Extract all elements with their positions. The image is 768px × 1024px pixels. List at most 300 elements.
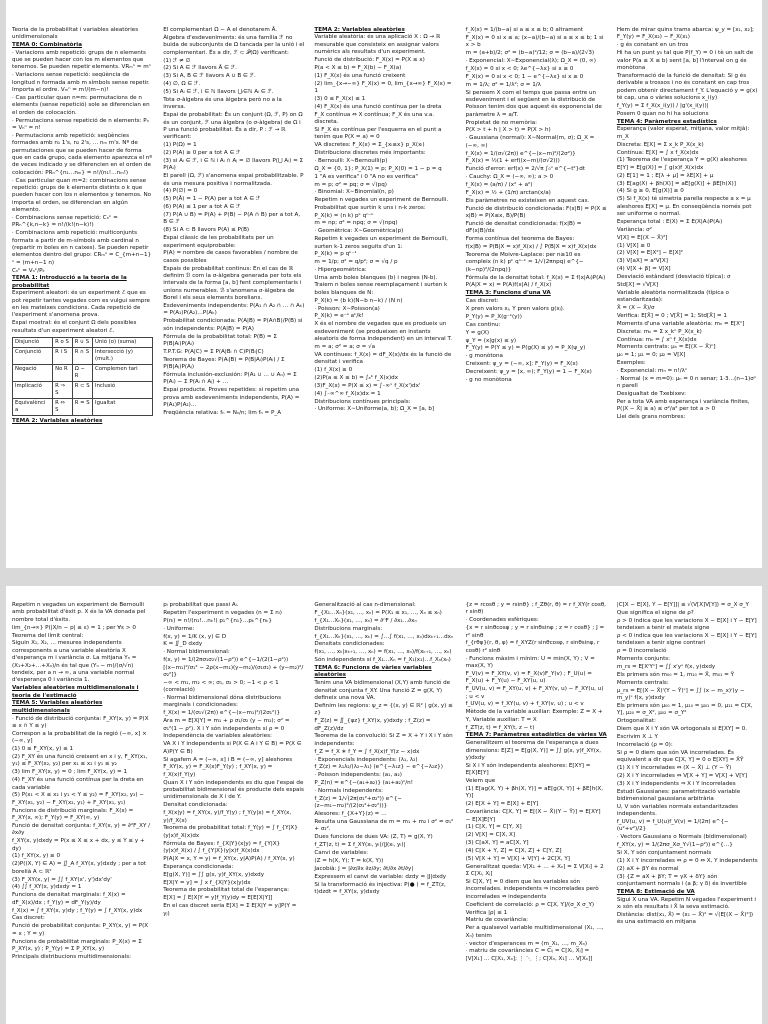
text-line: (1) E[ag(X, Y) + βh(X, Y)] = aE[g(X, Y)] + βE[h(X, Y)] [465, 786, 604, 800]
text-line: (3) 0 ≤ F_X(x) ≤ 1 [314, 95, 366, 102]
text-line: · Cas particular quan n=m: permutacions de n elements (sense repetició) sole se diferencian en el orden de colocación. [12, 94, 150, 116]
text-line: m = p; σ² = pq; σ = √(pq) [314, 181, 387, 188]
document-page-1 [6, 0, 762, 568]
text-line: f(x|B) = P(B|X = x)f_X(x) / ∫ P(B|X = x)f_X(x)dx [465, 244, 597, 250]
text-line: Desviació estàndard (desviació típica): σ [616, 274, 731, 280]
text-line: −∞ < m₁, m₂ < ∞; σ₁, σ₂ > 0; −1 < ρ < 1 (correlació) [163, 679, 279, 694]
text-line: · Variacions sense repetició: seqüència de longitud n formada amb m símbols sense repetir. Importa el ordre. Vₘⁿ = m!/(m−n)! [12, 72, 150, 93]
text-line: (2)P((X, Y) ∈ A) = ∬_A f_XY(x, y)dxdy ; per a tot borelià A ⊂ ℝ² [12, 861, 146, 875]
document-page-2 [6, 586, 762, 1024]
text-line: (3) lim F_XY(x, y) = 0 ; lim F_XY(x, y) = 1 [12, 769, 128, 776]
text-line: (5) P(Ā) = 1 − P(A) per a tot A ∈ ℱ [163, 196, 261, 203]
text-line: Variable aleatòria: és una aplicació X : Ω → ℝ mesurable que consisteix en assignar valors numèrics als resultats d'un experiment. [314, 34, 441, 56]
text-line: Cas continu: [465, 321, 501, 328]
text-line: Si ρ = 0 diem que són VA incorrelades. És equivalent a dir que C[X, Y] = 0 o E[XY] = X̄Ȳ [616, 749, 744, 763]
text-line: Posem 0 quan no hi ha solucions [616, 110, 709, 117]
text-line: Funció de densitat condicionada: f(x|B) = dF(x|B)/dx [465, 220, 582, 235]
text-line: Verifica |ρ| ≤ 1 [465, 909, 508, 916]
page2-column-4 [460, 586, 611, 1024]
text-line: (4) ∫₋∞^∞ f_X(x)dx = 1 [314, 390, 381, 397]
text-line: Esdeveniments independents: P(A₁ ∩ A₂ ∩ … ∩ Aₖ) = P(A₁)P(A₂)…P(Aₖ) [163, 303, 305, 317]
text-line: Hi ha un punt y₀ tal que P(f_Y) = 0 i tè un salt de valor P(a ≤ X ≤ b) sent [a, b] l'interval on g és monòtona [616, 50, 754, 71]
text-line: f_X(x) = 0 si x < 0; λe^{−λx} si x ≥ 0 [465, 65, 574, 72]
text-line: Fórmula inclusión-exclusión: P(A₁ ∪ … ∪ Aₙ) = Σ P(Aᵢ) − Σ P(Aᵢ ∩ Aⱼ) + … [163, 371, 297, 386]
text-line: Desigualtat de Txebixev: [616, 391, 687, 398]
text-line: Funcions de densitat marginals: f_X(x) = dF_X(x)/dx ; f_Y(y) = dF_Y(y)/dy [12, 892, 126, 906]
text-line: f_XY(x, y) = 1/(2πσ_Xσ_Y√(1−ρ²)) e^{…} [616, 842, 733, 849]
text-line: P_X(k) = p qᵏ⁻¹ [314, 251, 357, 258]
text-line: · Poisson: X∼Poisson(a) [314, 305, 380, 312]
text-line: Teorema de Bayes: P(Aᵢ|B) = P(B|Aᵢ)P(Aᵢ) / Σ P(B|Aⱼ)P(Aⱼ) [163, 356, 285, 370]
text-line: Moments d'una variable aleatòria: mₙ = E[Xⁿ] [616, 320, 745, 327]
text-line: TEMA 6: Funcions de vàries variables aleatòries [314, 665, 432, 679]
text-line: Variable aleatòria normalitzada (típica o estandaritzada): [616, 289, 729, 304]
table-cell: R ⊂ S [72, 381, 92, 398]
page2-column-3 [308, 586, 459, 1024]
text-line: ρ = 0 incorrelació [616, 648, 667, 655]
text-line: T.P.T.G: P(A|C) = Σ P(A|Bᵢ ∩ C)P(Bᵢ|C) [163, 348, 264, 355]
text-line: (6) P(A) ≤ 1 per a tot A ∈ ℱ [163, 204, 241, 211]
text-line: Y = g(X) [465, 329, 490, 336]
text-line: El parell (Ω, ℱ) s'anomena espai probabilitzable. P és una mesura positiva i normalitzada. [163, 173, 304, 187]
table-cell: Disjunció [13, 337, 53, 347]
text-line: TEMA 4: Paràmetres estadístics [616, 118, 717, 125]
text-line: Distància: dist(x₁, X̂) = (x₁ − X̂)² = √(E[(X − X̂)²]) és una estimació en mitjana [616, 912, 754, 926]
text-line: Ara m = E[X|Y] = m₁ + ρ σ₁/σ₂ (y − m₂); σ² = σ₁²(1 − ρ²). X i Y són independents si ρ = 0 [163, 718, 290, 732]
table-cell: R = S [72, 398, 92, 415]
text-line: VA X i Y independents si P(X ∈ A i Y ∈ B) = P(X ∈ A)P(Y ∈ B) [163, 741, 302, 755]
text-line: f_XY(x, y)dxdy = P(x ≤ X ≤ x + dx, y ≤ Y ≤ y + dy) [12, 838, 145, 852]
text-line: Tenim una VA bidimensional (X,Y) amb funció de densitat conjunta f_XY. Una funció Z = g(X, Y) defineix una nova VA. [314, 680, 451, 701]
text-line: Espai clàssic de les probabilitats per un experiment equiprobable: [163, 235, 274, 249]
text-line: P(a < X ≤ b) = F_X(b) − F_X(a) [314, 64, 402, 71]
page1-column-4-body [466, 27, 607, 384]
text-line: · Poisson independents: (a₁, a₂) [314, 772, 402, 779]
text-line: F_{X₁…Xₙ}(x₁, …, xₙ) = P(X₁ ≤ x₁, …, Xₙ ≤ xₙ) [314, 609, 442, 616]
text-line: f_UV(u, v) = f_U(u)f_V(v) = 1/(2π) e^{−(u²+v²)/2} [616, 819, 729, 833]
text-line: (1) Teorema de l'esperança Y = g(X) aleshores E[Y] = E[g(X)] = ∫ g(x)f_X(x)dx [616, 157, 747, 171]
text-line: m = 1/p; σ² = q/p²; σ = √q / p [314, 259, 398, 266]
text-line: Mètode de la variable auxiliar: Exemple: Z = X + Y, Variable auxiliar: T = X [465, 709, 603, 723]
text-line: E[X|Y = y] = ∫ x f_{X|Y}(x|y)dx [163, 879, 251, 886]
text-line: (1) P(Ω) = 1 [163, 142, 197, 149]
text-line: (1) ℱ ≠ ∅ [163, 57, 191, 64]
section-heading-variables: TEMA 2: Variables aleatòries [12, 417, 103, 424]
text-line: f_X(x) = 1/(b−a) si a ≤ x ≤ b; 0 altrament [465, 27, 583, 33]
text-line: Espai de probabilitat: És un conjunt (Ω, ℱ, P) on Ω és un conjunt, ℱ una àlgebra (o σ-àlgebra) de Ω i P una funció probabilitat. És a dir, P : ℱ → ℝ verificant: [163, 112, 303, 141]
text-line: VA discretes: F_X(x) = Σ_{xᵢ≤x} p_X(xᵢ) [314, 142, 425, 149]
text-line: (2) E[X + Y] = E[X] + E[Y] [465, 801, 539, 808]
text-line: Funcions de distribució marginals: F_X(x) = F_XY(x, ∞); F_Y(y) = F_XY(∞, y) [12, 807, 134, 821]
text-line: Std[X] = √V[X] [616, 281, 659, 288]
text-line: (5) V[X + Y] = V[X] + V[Y] + 2C[X, Y] [465, 855, 570, 862]
text-line: (4) P(∅) = 0 [163, 188, 198, 195]
page1-column-3-body [314, 34, 455, 413]
text-line: · Normal (x = m=0): μₙ = 0 n senar; 1·3…(n−1)σⁿ n parell [616, 375, 757, 390]
text-line: P_Z(n) = e^{−(a₁+a₂)} (a₁+a₂)ⁿ/n! [314, 780, 413, 787]
text-line: Quan X i Y són independents es diu que l'espai de probabilitat bidimensional és producte dels espais unidimensionals de X i de Y. [163, 779, 304, 801]
text-line: Alesores: f_{X+Y}(z) = … [314, 811, 387, 818]
text-line: (4) F_XY és una funció contínua per la dreta en cada variable [12, 777, 144, 791]
text-line: (4) Si g ≥ 0, E[g(X)] ≥ 0 [616, 188, 684, 195]
text-line: f_Y(y) = Σ f_X(x_i(y)) / |g'(x_i(y))| [616, 102, 709, 109]
text-line: (2) V[X] = C[X, X] [465, 832, 516, 839]
text-line: Funció de densitat conjunta: f_XY(x, y) = ∂²F_XY / ∂x∂y [12, 822, 151, 837]
text-line: Dues funcions de dues VA: (Z, T) = g(X, Y) [314, 834, 433, 841]
text-line: Verifica: E[X̂] = 0 ; V[X̂] = 1; Std[X̂] = 1 [616, 312, 727, 319]
text-line: Forma contínua del teorema de Bayes: [465, 236, 575, 243]
text-line: Espais de probabilitat continus: En el cas de ℝ definim ℬ com la σ-àlgebra generada per tots els intervals de la forma [a, b] fent complementaris i unions numerables. ℬ s'anomena σ-àlgebra de Borel i els seus elements borelians. [163, 265, 302, 302]
text-line: · Bernoulli: X∼Bernoulli(p) [314, 157, 388, 164]
table-cell: R ∩ S [72, 347, 92, 364]
text-line: (7) P(A ∪ B) = P(A) + P(B) − P(A ∩ B) per a tot A, B ∈ ℱ [163, 212, 301, 226]
text-line: Diem que X i Y són VA ortogonals si E[XY] = 0. [616, 726, 748, 732]
text-line: (4) ∅, Ω ∈ ℱ. [163, 81, 201, 88]
text-line: · Uniforme: X∼Uniforme(a, b); Ω_X = [a, b] [314, 406, 435, 413]
text-line: Funció de distribució: F_X(x) = P(X ≤ x) [314, 57, 425, 63]
text-line: · matriu de covariàncies C = Cᵢⱼ = C[Xᵢ, Xⱼ] = [V[X₁] … C[X₁, Xₙ]; ⋮ ⋱ ⋮; C[Xₙ, X₁] … V[Xₙ]] [465, 948, 593, 962]
text-line: (3) C[aX, Y] = aC[X, Y] [465, 840, 529, 847]
text-line: Esperança condicionada: [163, 863, 234, 870]
text-line: Espai producte. Proves repetides: si repetim una prova amb esdeveniments independents, P(A) = P(A₁)P(A₂)… [163, 387, 300, 408]
text-line: Urna amb boles blanques (b) i negres (N-b). Traiem n boles sense reemplaçament i surten k boles blanques de N: [314, 275, 448, 296]
text-line: Moments centrals: [616, 679, 669, 686]
text-line: P(nᵢ) = n!/(n₁!…nₖ!) p₁^{n₁}…pₖ^{nₖ} [163, 617, 272, 624]
text-line: Veiem que [465, 778, 496, 785]
text-line: Coeficient de correlació: ρ = C[X, Y]/(σ_X σ_Y) [465, 901, 595, 908]
text-line: TEMA 7: Paràmetres estadístics de vàries VA [465, 732, 607, 739]
text-line: Distribucions discretes més importants: [314, 150, 426, 156]
text-line: · Vectors Gaussians o Normals (bidimensional) [616, 834, 747, 841]
text-line: P_X(k) = (b k)(N−b n−k) / (N n) [314, 297, 403, 304]
text-line: Contínua: mₙ = ∫ xⁿ f_X(x)dx [616, 336, 697, 343]
text-line: f_{X₁…Xₙ}(x₁, …, xₙ) = ∂ⁿF / ∂x₁…∂xₙ [314, 617, 417, 624]
text-line: Creixent: ψ_y = (−∞, x]; F_Y(y) = F_X(x) [465, 361, 578, 368]
text-line: · Normal bidimensional dóna distribucions marginals i condicionades: [163, 695, 282, 709]
text-line: Incorrelació (ρ = 0): [616, 741, 673, 748]
text-line: (4) ∫∫ f_XY(x, y)dxdy = 1 [12, 884, 82, 891]
text-line: Si agafem A = (−∞, x] i B = (−∞, y] aleshores [163, 756, 293, 763]
text-line: (4) V[X + β] = V[X] [616, 266, 671, 273]
text-line: {z = rcosθ ; y = rsinθ} ; f_Zθ(r, θ) = r f_XY(r cosθ, r sinθ) [465, 602, 606, 616]
section-heading-probabilitat: TEMA 1: Introducció a la teoria de la probabilitat [12, 275, 127, 289]
text-line: F_Z(z) = ∬_{ψz} f_XY(x, y)dxdy ; f_Z(z) = dF_Z(z)/dz [314, 718, 431, 732]
table-cell: R o S [53, 337, 73, 347]
text-line: Experiment aleatori: és un experiment ℰ que es pot repetir tantes vegades com es vulgui sempre en les mateixes condicions. Cada repetició de l'experiment s'anomena prova. [12, 290, 150, 319]
table-cell: Complemen tari [93, 364, 153, 381]
table-cell: Negació [13, 364, 53, 381]
text-line: (1) X i Y incorrelades ⇔ ρ = 0 ⇔ X, Y independents [616, 857, 758, 864]
text-line: (2) X i Y incorrelades ⇔ V[X + Y] = V[X] + V[Y] [616, 772, 748, 779]
text-line: F_X(x) = ½(1 + erf((x−m)/(σ√2))) [465, 158, 560, 165]
text-line: Tota σ-àlgebra és una àlgebra però no a la inversa. [163, 96, 282, 111]
text-line: f_{X₁…Xₖ}(x₁, …, xₖ) = ∫…∫ f(x₁, …, xₙ)dxₖ₊₁…dxₙ [314, 633, 454, 640]
text-line: Àlgebra d'esdeveniments: és una família ℱ no buida de subconjunts de Ω tancada per la unió i el complementari. És a dir, ℱ ⊂ 𝒫(Ω) verificant: [163, 34, 305, 56]
section-heading-tema2: TEMA 2: Variables aleatòries [314, 27, 405, 33]
text-line: Expressem el canvi de variable: dzdy = |J|dxdy [314, 873, 447, 880]
text-line: f(x₁, …, xₖ|xₖ₊₁, …, xₙ) = f(x₁, …, xₙ)/f(xₖ₊₁, …, xₙ) [314, 649, 452, 656]
text-line: Esperança (valor esperat, mitjana, valor mitjà): m_X [616, 126, 750, 140]
page1-column-2-body [163, 27, 304, 417]
text-line: f_X(x) = 1/(σ√(2π)) e^{−(x−m)²/(2σ²)} [465, 150, 576, 157]
text-line: Sigui X una VA. Repetim N vegades l'experiment i xᵢ són els resultats i X̄ la seva estimació. [616, 896, 756, 911]
text-line: Fórmula de Bayes: f_{X|Y}(x|y) = f_{Y|X}(y|x)f_X(x) / ∫ f_{Y|X}(y|x)f_X(x)dx [163, 840, 281, 854]
text-line: Probabilitat condicionada: P(A|B) = P(A∩B)/P(B) si són independents: P(A|B) = P(A) [163, 318, 303, 332]
text-line: Funció de probabilitat conjunta: P_XY(x, y) = P(X = x ; Y = y) [12, 923, 149, 937]
text-line: · Variacions amb repetició: grups de n elements que se pueden hacer con los m elementos que tenemos. Se pueden repetir elements. VRₘⁿ = mⁿ [12, 49, 151, 71]
text-line: Generalització al cas n-dimensional: [314, 602, 416, 608]
text-line: Matriu de covariància: [465, 917, 529, 924]
page2-column-5 [611, 586, 762, 1024]
text-line: f_Z(z) = λ₁λ₂/(λ₂−λ₁) (e^{−λ₁z} − e^{−λ₂z}) [314, 764, 443, 771]
text-line: (2) aX + βY és normal [616, 865, 679, 872]
text-line: Si F_X és contínua per l'esquerra en el punt a tenim que P(X = a) = 0 [314, 126, 442, 141]
text-line: · Binomial: X∼Binomial(n, p) [314, 189, 394, 196]
text-line: Discreta: E[X] = Σ x_k P_X(x_k) [616, 141, 704, 148]
text-line: El complementari Ω − A el denotarem Ā. [163, 27, 278, 33]
text-line: Funcions de probabilitat marginals: P_X(x) = Σ P_XY(x, y) ; P_Y(y) = Σ P_XY(x, y) [12, 938, 142, 952]
text-line: · Funcions màxim i mínim: U = min(X, Y) ; V = max(X, Y) [465, 655, 595, 669]
text-line: Ortogonalitat: [616, 718, 656, 725]
text-line: Discreta: mₙ = Σ x_kⁿ P_X(x_k) [616, 328, 702, 335]
text-line: Els primers són m₀₀ = 1, m₁₀ = X̄, m₀₁ = Ȳ [616, 671, 734, 678]
text-line: (1) F_X(x) és una funció creixent [314, 72, 406, 79]
page1-column-4 [460, 0, 611, 568]
text-line: Jacobià: J = |∂z/∂x ∂z/∂y; ∂t/∂x ∂t/∂y| [314, 865, 414, 872]
text-line: (2) Si A ∈ ℱ llavors Ā ∈ ℱ. [163, 65, 237, 72]
text-line: Repetim n vegades un experiment de Bernoulli. Probabilitat que surtin k uns i n-k zeros: [314, 197, 449, 211]
text-line: Siguin X₁, X₂, … mesures independents corresponents a una variable aleatòria X d'esperança m i variància σ. La mitjana Yₙ = (X₁+X₂+…+Xₙ)/n és tal que (Yₙ − m)/(σ/√n) tendeix, per a n → ∞, a una variable normal d'esperança 0 i variància 1. [12, 640, 137, 684]
text-line: Que significa el signe de ρ? [616, 609, 694, 616]
text-line: Si la transformació és injectiva: P(● ) = f_ZT(z, t)dzdt = f_XY(x, y)dxdy [314, 881, 446, 895]
text-line: X̂ = (X − X̄)/σ [616, 305, 655, 311]
text-line: K = ∬_D dxdy [163, 641, 203, 648]
text-line: (3) E[ag(X) + βh(X)] = aE[g(X)] + βE[h(X)] [616, 180, 736, 187]
text-line: Propietat de no memòria: [465, 119, 538, 126]
table-cell: R ⇒ S [53, 381, 73, 398]
text-line: F_UV(u, v) = F_XY(u, v) + F_XY(v, u) − F_XY(u, u) ; u < v [465, 686, 604, 700]
text-line: lim_{n→∞} P(|X/n − p| ≤ ε) = 1 ; per ∀ε > 0 [12, 624, 136, 631]
text-line: (3) X i Y independents ⇒ X i Y incorrelades [616, 780, 736, 787]
table-cell: R ∪ S [72, 337, 92, 347]
text-line: X és el nombre de vegades que es produeix un esdeveniment (se produeixen en instants aleatoris de forma independent) en un interval T. [314, 321, 453, 342]
text-line: |C[X − E[X], Y − E[Y]]| ≤ √(V[X]V[Y]) = σ_X σ_Y [616, 602, 749, 608]
text-line: Generalitzat queda: V[X₁ + … + Xₙ] = Σ V[Xᵢ] + 2 Σ C[Xᵢ, Xⱼ] [465, 863, 604, 878]
text-line: f_X(x|y) = f_XY(x, y)/f_Y(y) ; f_Y(y|x) = f_XY(x, y)/f_X(x) [163, 810, 292, 824]
text-line: · Combinacions amb repetició: multiconjunts formats a partir de m-símbols amb cardinal n (repartir m boles en n caixes). Se pueden repetir elementos dentro del grupo: CRₘⁿ = C_{m+n−1}ⁿ = (m+n−1 n) [12, 230, 152, 266]
text-line: P(A|X = x) = P(A)f(x|A) / f_X(x) [465, 282, 552, 289]
text-line: P(A|X = x, Y = y) = f_XY(x, y|A)P(A) / f_XY(x, y) [163, 855, 295, 862]
page2-column-2-body [163, 602, 304, 918]
text-line: Si pensem X com el temps que passa entre un esdeveniment i el següent en la distribució de Poisson tenim dos que aquest és exponencial de paràmetre λ = a/T. [465, 89, 602, 118]
table-cell: Unió (o) (suma) [93, 337, 153, 347]
table-cell: Ω − R [72, 364, 92, 381]
text-line: f(x, y) = 1/K (x, y) ∈ D [163, 633, 227, 640]
text-line: Estudi Gaussianes: parametrització variable bidimensional gaussiana arbitrària [616, 788, 741, 802]
text-line: Freqüència relativa: fₙ = Nₙ/n; lim fₙ = P_A [163, 409, 282, 416]
text-line: Teorema de probabilitat total de l'esperança: [163, 887, 289, 894]
text-line: F_Y(y) = P(Y ≤ y) = P(g(X) ≤ y) = P_X(ψ_y) [465, 345, 586, 352]
text-line: (1) f_X(x) ≥ 0 [314, 367, 353, 373]
text-line: Cₙᵏ = Vₙᵏ/Pₖ [12, 267, 45, 274]
text-line: P(X > t + h | X > t) = P(X > h) [465, 127, 551, 134]
table-row [13, 381, 153, 398]
text-line: Repetim n vegades un experiment de Bernoulli amb probabilitat d'èxit p. X és la VA donada pel nombre total d'èxits. [12, 602, 146, 623]
text-line: Si C[X, Y] = 0 diem que les variables són incorrelades. independents ⇒ incorrelades però incorrelades ⇏ independents [465, 879, 599, 900]
text-line: Transformació de la funció de densitat: Si g és derivable a trossos i no és constant en cap tros podem obtenir directament f_Y. L'equació y = g(x) té cap, una o vàries solucions x_i(y) [616, 72, 758, 101]
text-line: (4) C[X + Y, Z] = C[X, Z] + C[Y, Z] [465, 848, 562, 854]
text-line: ρ < 0 indica que les variacions X − E[X] i Y − E[Y] tendeixen a tenir signe contrari [616, 633, 757, 647]
text-line: Si X i Y són independents aleshores: E[XY] = E[X]E[Y] [465, 762, 591, 777]
text-line: F_X(x) = 0 si x < 0; 1 − e^{−λx} si x ≥ 0 [465, 73, 584, 80]
text-line: Generalitzem el teorema de l'esperança a dues dimensions: E[Z] = E[g(X, Y)] = ∫∫ g(x, y)f_XY(x, y)dxdy [465, 740, 601, 761]
table-cell: Inclusió [93, 381, 153, 398]
text-line: Teorema del límit central: [12, 632, 84, 639]
table-cell: Equivalènci a [13, 398, 53, 415]
text-line: (3) {Z = aX + βY; T = γX + δY} són conjuntament normals i (a β; γ δ) és invertible [616, 873, 747, 887]
text-line: m = (a+b)/2; σ² = (b−a)²/12; σ = (b−a)/(2√3) [465, 50, 595, 57]
text-line: E[X] = ∫ E[X|Y = y]f_Y(y)dy = E[E[X|Y]] [163, 895, 273, 902]
text-line: (2) F_XY és una funció creixent en x i y, F_XY(x₁, y₁) ≤ F_XY(x₂, y₂) per x₁ ≤ x₂ i y₁ ≤ y₂ [12, 754, 148, 768]
page2-column-1 [6, 586, 157, 1024]
text-line: f_ZT(z, t) = Σ f_XY(xᵢ, yᵢ)/|J(xᵢ, yᵢ)| [314, 842, 406, 849]
text-line: · Combinacions sense repetició: Cₙᵏ = PRₙ^{k,n−k} = n!/(k!(n−k)!) [12, 214, 118, 229]
text-line: F_XY(x, y) = F_X(x)F_Y(y) ; f_XY(x, y) = f_X(x)f_Y(y) [163, 764, 273, 778]
text-line: (1) f_XY(x, y) ≥ 0 [12, 853, 61, 860]
text-line: Canvi de variables: [314, 850, 369, 856]
text-line: · Coordenades esfèriques: [465, 617, 539, 624]
text-line: Variables aleatòries multidimensionals i teoria de l'estimació [12, 685, 139, 699]
text-line: TEMA 8: Estimació de VA [616, 888, 695, 895]
text-line: Distribucions marginals: [314, 625, 383, 632]
text-line: Densitats condicionades: [314, 641, 385, 648]
text-line: Funció d'error: erf(x) = 2/√π ∫₀ˣ e^{−t²}dt [465, 166, 585, 173]
text-line: (3) si Aᵢ ∈ ℱ, i ∈ ℕ i Aᵢ ∩ Aⱼ = ∅ llavors P(⋃ Aᵢ) = Σ P(Aᵢ) [163, 157, 304, 172]
text-line: (1) C[X, Y] = C[Y, X] [465, 824, 522, 831]
text-line: Teorema de probabilitat total: f_Y(y) = ∫ f_{Y|X}(y|x)f_X(x)dx [163, 825, 298, 839]
probabilitat-body [12, 290, 153, 335]
text-line: f_Z = f_X ∗ f_Y = ∫ f_X(x)f_Y(z − x)dx [314, 748, 420, 755]
page1-column-2 [157, 0, 308, 568]
text-line: F_V(v) = F_XY(v, v) = F_X(v)F_Y(v) ; F_U(u) = F_X(u) + F_Y(u) − F_XY(u, u) [465, 670, 592, 685]
text-line: Moments conjunts: [616, 656, 671, 663]
text-line: · Normal bidimensional: [163, 649, 230, 656]
text-line: (2) E[1] = 1 ; E[λ + μ] = λE[X] + μ [616, 172, 714, 179]
text-line: Variància: σ² [616, 226, 652, 233]
text-line: P_X(k) = (n k) pᵏ qⁿ⁻ᵏ [314, 212, 374, 219]
logic-set-table [12, 337, 153, 416]
text-line: P_Y(y) = P_X(g⁻¹(y)) [465, 313, 522, 320]
text-line: Per a tota VA amb esperança i variància finites, P(|X − X̄| ≥ a) ≤ σ²/a² per tot a > 0 [616, 399, 750, 413]
text-line: Espai mostral: és el conjunt Ω dels possibles resultats d'un experiment aleatori ℰ. [12, 320, 137, 334]
text-line: (2) P(A) ≥ 0 per a tot A ∈ ℱ [163, 150, 241, 156]
text-line: Densitat condicionada: [163, 802, 228, 809]
text-line: P(A) = nombre de casos favorables / nombre de casos possibles [163, 250, 298, 264]
text-line: · Normals independents: [314, 788, 384, 794]
text-line: f_X(x) = 1/(σ₁√(2π)) e^{−(x−m₁)²/(2σ₁²)} [163, 710, 281, 717]
text-line: Fórmula de la densitat total: f_X(x) = Σ f(x|Aᵢ)P(Aᵢ) [465, 274, 606, 281]
text-line: Si X, Y són conjuntament normals [616, 850, 712, 856]
text-line: Distribucions contínues principals: [314, 398, 411, 405]
text-line: Decreixent: ψ_y = [x, ∞); F_Y(y) = 1 − F_X(x) [465, 369, 592, 375]
text-line: TEMA 3: Funcions d'una VA [465, 290, 551, 297]
text-line: Covariància: C[X, Y] = E[(X − X̄)(Y − Ȳ)] = E[XY] − E[X]E[Y] [465, 809, 601, 823]
text-line: Contínua: E[X] = ∫ x f_X(x)dx [616, 149, 699, 156]
text-line: Per a qualsevol variable multidimensional (X₁, …, Xₙ) tenim [465, 925, 604, 939]
text-line: (2) V[X] = E[X²] − E[X]² [616, 250, 683, 257]
text-line: · Exponencial: mₙ = n!/λⁿ [616, 368, 688, 374]
text-line: · Exponencials independents: (λ₁, λ₂) [314, 756, 418, 763]
text-line: (4) F_X(x) és una funció contínua per la dreta [314, 103, 442, 110]
text-line: Són independents si f_X₁…Xₙ = f_X₁(x₁)…f_Xₙ(xₙ) [314, 657, 451, 664]
text-line: · g no monòtona [465, 376, 512, 383]
page1-column-5-body [617, 27, 758, 422]
page2-column-3-body [314, 602, 455, 896]
text-line: m_rs = E[XʳYˢ] = ∫∫ xʳyˢ f(x, y)dxdy [616, 664, 716, 670]
text-line: Fórmula de la probabilitat total: P(B) = Σ P(B|Aᵢ)P(Aᵢ) [163, 333, 277, 347]
table-cell: Conjunció [13, 347, 53, 364]
combinatoria-body [12, 50, 153, 275]
text-line: V[X] = E[(X − X̄)²] [616, 234, 668, 241]
document-intro: Teoria de la probabilitat i variables aleatòries unidimensionals [12, 27, 139, 41]
page1-column-5 [611, 0, 762, 568]
text-line: En el cas discret seria E[X] = Σ E[X|Y = yⱼ]P(Y = yⱼ) [163, 903, 297, 917]
text-line: f_ZT(z, t) = f_XY(t, z − t) [465, 724, 535, 731]
text-line: · Uniforme: [163, 625, 195, 632]
table-cell: Intersecció (y)(mult.) [93, 347, 153, 364]
text-line: Independència de variables aleatòries: [163, 733, 272, 740]
text-line: f_X(x) = ∫ f_XY(x, y)dy ; f_Y(y) = ∫ f_XY(x, y)dx [12, 907, 143, 914]
text-line: Resulta una Gaussiana de m = m₁ + m₂ i σ² = σ₁² + σ₂². [314, 819, 454, 833]
page2-column-4-body [466, 602, 607, 963]
text-line: f_{rθφ}(r, θ, φ) = f_XYZ(r sinθcosφ, r sinθsinφ, r cosθ) r² sinθ [465, 640, 600, 654]
text-line: (2) lim_{x→−∞} F_X(x) = 0, lim_{x→∞} F_X(x) = 1 [314, 80, 452, 94]
text-line: · g és constant en un tros [616, 42, 689, 49]
text-line: (Z = h(X, Y); T = k(X, Y)) [314, 857, 384, 864]
text-line: ρ > 0 indica que les variacions X − E[X] i Y − E[Y] tendeixen a tenir el mateix signe [616, 617, 757, 632]
text-line: · Exponencial: X∼Exponencial(λ); Ω_X = (0, ∞) [465, 58, 596, 64]
text-line: (1) X i Y incorrelades ⇔ (X − X̄) ⊥ (Y − Ȳ) [616, 764, 732, 771]
text-line: TEMA 5: Variables aleatòries multidimensionals [12, 700, 103, 714]
text-line: (1) 0 ≤ F_XY(x, y) ≤ 1 [12, 746, 74, 753]
text-line: U, V són variables normals estandaritzades independents. [616, 803, 739, 818]
text-line: Esperança total : E(X) = Σ E(X|Aᵢ)P(Aᵢ) [616, 218, 723, 225]
page2-column-1-body [12, 602, 153, 961]
text-line: Cas discret: [12, 915, 45, 922]
text-line: F_X(x) = ½ + (1/π) arctan(x/a) [465, 189, 551, 196]
text-line: ψ_Y = (x|g(x) ≤ y) [465, 337, 517, 344]
page1-column-1 [6, 0, 157, 568]
text-line: · Funció de distribució conjunta: F_XY(x, y) = P(X ≤ x ∩ Y ≤ y) [12, 715, 149, 729]
text-line: Cas discret: [465, 298, 499, 305]
text-line: m = a; σ² = a; σ = √a [314, 343, 376, 350]
table-row [13, 347, 153, 364]
text-line: μ₀ = 1; μ₁ = 0; μ₂ = V[X] [616, 352, 686, 359]
text-line: Moments centrats: μₙ = E[(X − X̄)ⁿ] [616, 344, 716, 351]
text-line: Principals distribucions multidimensionals: [12, 953, 132, 960]
text-line: (5) Si f_X(x) té simetria parella respecte a x = μ aleshores E[X] = μ. En conseqüència només pot ser uniforme o normal. [616, 196, 752, 217]
text-line: Correspon a la probabilitat de la regió (−∞, x] × (−∞, y] [12, 730, 147, 745]
text-line: · Hipergeomètrica: [314, 267, 367, 274]
text-line: P_X(k) = e⁻ᵃ aᵏ/k! [314, 313, 364, 320]
section-heading-combinatoria: TEMA 0: Combinatòria [12, 42, 82, 49]
text-line: m = 1/λ; σ² = 1/λ²; σ = 1/λ [465, 81, 541, 88]
text-line: (8) Si A ⊂ B llavors P(A) ≤ P(B) [163, 227, 250, 234]
text-line: · Permutacions amb repetició: seqüències formades amb n₁ 1's, n₂ 2's, … nₘ m's. Nº de permutaciones que se pueden hacer de forma que en cada grupo, cada elemento aparezca el nº de veces indicado y se diferencien en el orden de colocación: PRₙ^{n₁…nₘ} = n!/(n₁!…nₘ!) [12, 132, 152, 176]
text-line: f_Z(z) = 1/√(2π(σ₁²+σ₂²)) e^{−(z−m₁−m₂)²/(2(σ₁²+σ₂²))} [314, 795, 403, 810]
table-row [13, 398, 153, 415]
text-line: f_UV(u, v) = f_XY(u, v) + f_XY(v, u) ; u < v [465, 701, 584, 708]
